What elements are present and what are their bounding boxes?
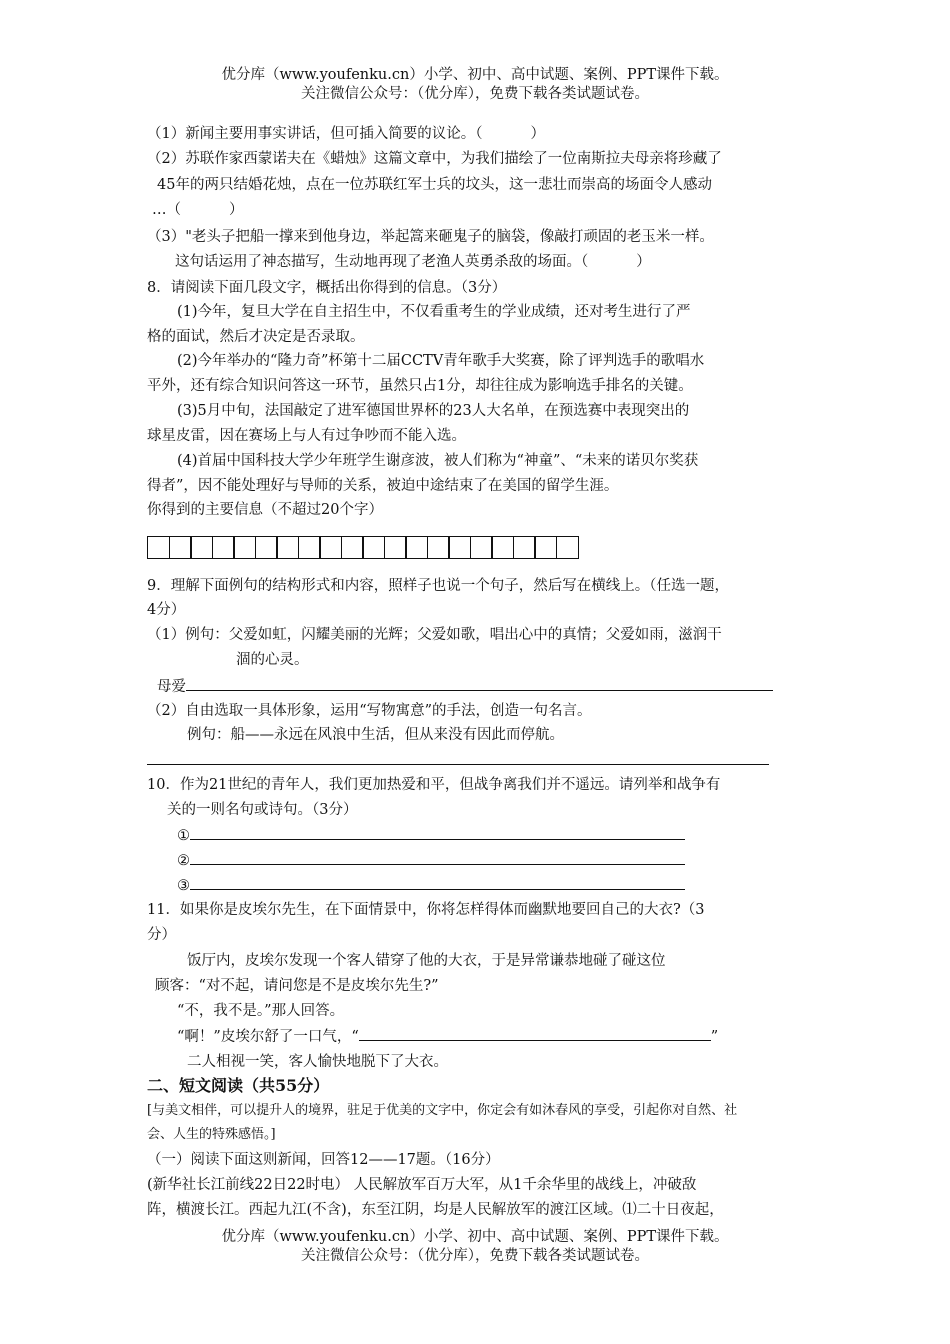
answer-box[interactable]: [341, 536, 364, 559]
q10-answer-3[interactable]: ③: [177, 875, 685, 896]
answer-box[interactable]: [384, 536, 407, 559]
q7-item-1: （1）新闻主要用事实讲话，但可插入简要的议论。（ ）: [147, 126, 545, 142]
q9-example-2: （2）自由选取一具体形象，运用“写物寓意”的手法，创造一句名言。: [147, 703, 592, 719]
answer-box[interactable]: [255, 536, 278, 559]
q8-para-3a: (3)5月中旬，法国敲定了进军德国世界杯的23人大名单，在预选赛中表现突出的: [177, 403, 690, 419]
answer-box[interactable]: [319, 536, 342, 559]
q9-answer-line-2[interactable]: [147, 764, 769, 765]
q8-para-4a: (4)首届中国科技大学少年班学生谢彦波，被人们称为“神童”、“未来的诺贝尔奖获: [177, 453, 699, 469]
section-2-intro-b: 会、人生的特殊感悟。]: [147, 1127, 276, 1142]
news-line-1: (新华社长江前线22日22时电） 人民解放军百万大军，从1千余华里的战线上，冲破敌: [147, 1177, 697, 1193]
answer-box[interactable]: [470, 536, 493, 559]
q10-answer-2[interactable]: ②: [177, 850, 685, 871]
q9-example-1a: （1）例句：父爱如虹，闪耀美丽的光辉；父爱如歌，唱出心中的真情；父爱如雨，滋润干: [147, 627, 722, 643]
q11-title-b: 分）: [147, 927, 176, 943]
header-line-2: 关注微信公众号：（优分库），免费下载各类试题试卷。: [301, 86, 649, 102]
q10-answer-1[interactable]: ①: [177, 825, 685, 846]
q8-para-2b: 平外，还有综合知识问答这一环节，虽然只占1分，却往往成为影响选手排名的关键。: [147, 378, 693, 394]
q11-scene-3: “不，我不是。”那人回答。: [177, 1003, 345, 1019]
q11-scene-1: 饭厅内，皮埃尔发现一个客人错穿了他的大衣，于是异常谦恭地碰了碰这位: [187, 953, 666, 969]
q9-title-b: 4分）: [147, 602, 186, 618]
q8-para-2a: (2)今年举办的“隆力奇”杯第十二届CCTV青年歌手大奖赛，除了评判选手的歌唱水: [177, 353, 705, 369]
q11-scene-4[interactable]: “啊！”皮埃尔舒了一口气，“ ”: [177, 1026, 718, 1047]
answer-box[interactable]: [147, 536, 170, 559]
part-1-title: （一）阅读下面这则新闻，回答12——17题。（16分）: [147, 1152, 500, 1168]
answer-box[interactable]: [534, 536, 557, 559]
answer-box[interactable]: [233, 536, 256, 559]
answer-box[interactable]: [556, 536, 579, 559]
answer-box[interactable]: [276, 536, 299, 559]
q10-title-a: 10．作为21世纪的青年人，我们更加热爱和平，但战争离我们并不遥远。请列举和战争有: [147, 777, 721, 793]
answer-box[interactable]: [405, 536, 428, 559]
q8-para-4b: 得者”，因不能处理好与导师的关系，被迫中途结束了在美国的留学生涯。: [147, 478, 619, 494]
q11-scene-2: 顾客：“对不起，请问您是不是皮埃尔先生?”: [155, 978, 439, 994]
q9-answer-line-1[interactable]: 母爱: [157, 676, 773, 697]
q8-title: 8．请阅读下面几段文字，概括出你得到的信息。（3分）: [147, 280, 507, 296]
answer-box[interactable]: [491, 536, 514, 559]
answer-box-grid[interactable]: [147, 536, 577, 559]
header-line-1: 优分库（www.youfenku.cn）小学、初中、高中试题、案例、PPT课件下载。: [221, 67, 729, 83]
page-header: [0, 66, 950, 104]
answer-box[interactable]: [513, 536, 536, 559]
answer-box[interactable]: [190, 536, 213, 559]
q10-title-b: 关的一则名句或诗句。（3分）: [167, 802, 358, 818]
answer-box[interactable]: [212, 536, 235, 559]
q9-example-2-sample: 例句：船——永远在风浪中生活，但从来没有因此而停航。: [187, 727, 564, 743]
q8-para-1a: (1)今年，复旦大学在自主招生中，不仅看重考生的学业成绩，还对考生进行了严: [177, 304, 691, 320]
q11-scene-5: 二人相视一笑，客人愉快地脱下了大衣。: [187, 1054, 448, 1070]
footer-line-1: 优分库（www.youfenku.cn）小学、初中、高中试题、案例、PPT课件下载。: [221, 1229, 729, 1245]
q11-title-a: 11．如果你是皮埃尔先生，在下面情景中，你将怎样得体而幽默地要回自己的大衣?（3: [147, 902, 705, 918]
page-footer: [0, 1228, 950, 1266]
news-line-2: 阵，横渡长江。西起九江(不含)，东至江阴，均是人民解放军的渡江区域。⑴二十日夜起，: [147, 1202, 724, 1218]
answer-box[interactable]: [448, 536, 471, 559]
section-2-title: 二、短文阅读（共55分）: [147, 1076, 330, 1095]
footer-line-2: 关注微信公众号：（优分库），免费下载各类试题试卷。: [301, 1248, 649, 1264]
q8-para-3b: 球星皮雷，因在赛场上与人有过争吵而不能入选。: [147, 428, 466, 444]
q8-prompt: 你得到的主要信息（不超过20个字）: [147, 502, 383, 518]
q7-item-3-line-a: （3）"老头子把船一撑来到他身边，举起篙来砸鬼子的脑袋，像敲打顽固的老玉米一样。: [147, 229, 714, 245]
q7-item-3-line-b: 这句话运用了神态描写，生动地再现了老渔人英勇杀敌的场面。（ ）: [175, 254, 651, 270]
q7-item-2-line-c: …（ ）: [152, 202, 244, 218]
answer-box[interactable]: [362, 536, 385, 559]
section-2-intro-a: [与美文相伴，可以提升人的境界，驻足于优美的文字中，你定会有如沐春风的享受，引起你对自然、社: [147, 1103, 738, 1118]
answer-box[interactable]: [298, 536, 321, 559]
q8-para-1b: 格的面试，然后才决定是否录取。: [147, 329, 365, 345]
q9-title-a: 9．理解下面例句的结构形式和内容，照样子也说一个句子，然后写在横线上。（任选一题，: [147, 578, 729, 594]
answer-box[interactable]: [169, 536, 192, 559]
q9-example-1b: 涸的心灵。: [236, 652, 309, 668]
q7-item-2-line-a: （2）苏联作家西蒙诺夫在《蜡烛》这篇文章中，为我们描绘了一位南斯拉夫母亲将珍藏了: [147, 151, 722, 167]
q7-item-2-line-b: 45年的两只结婚花烛，点在一位苏联红军士兵的坟头，这一悲壮而崇高的场面令人感动: [157, 177, 712, 193]
answer-box[interactable]: [427, 536, 450, 559]
